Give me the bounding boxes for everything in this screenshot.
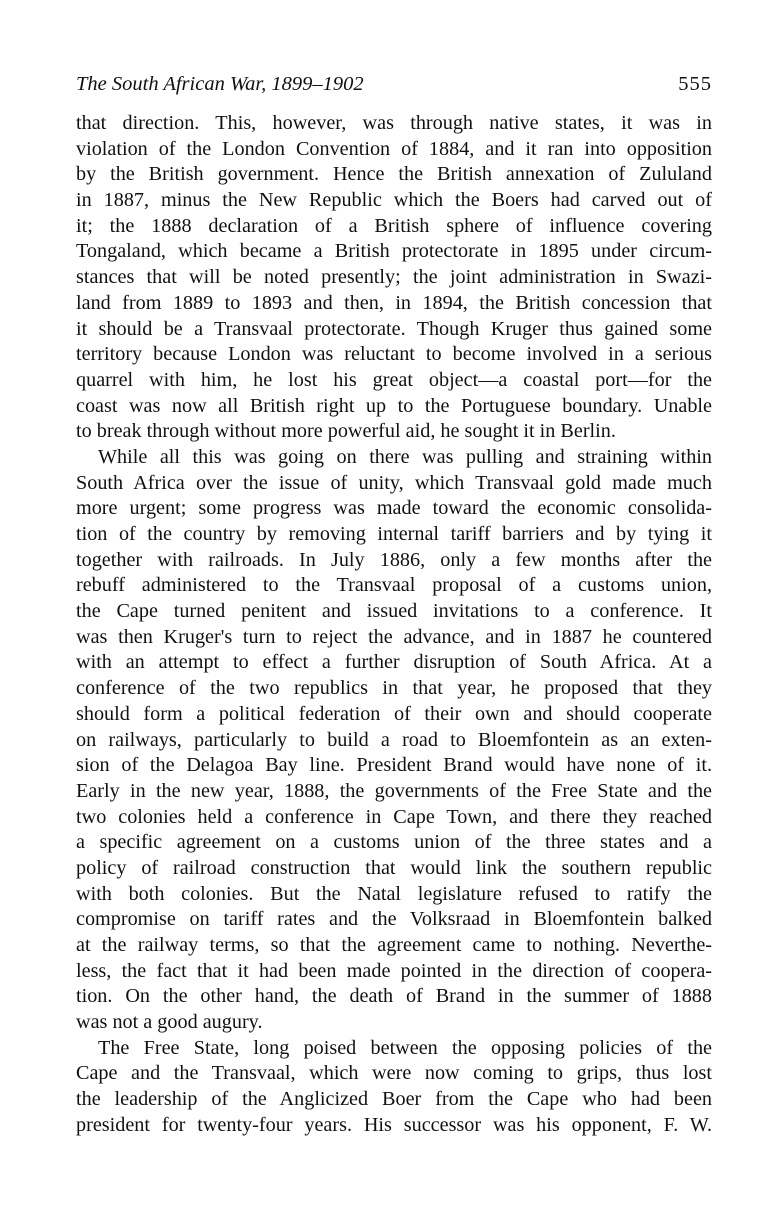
text-line: the Cape turned penitent and issued invitations to a conference. It	[76, 600, 712, 623]
text-line: to break through without more powerful aid, he sought it in Berlin.	[76, 420, 616, 443]
text-line: at the railway terms, so that the agreement came to nothing. Neverthe-	[76, 934, 712, 956]
text-line: less, the fact that it had been made pointed in the direction of coopera-	[76, 959, 712, 982]
text-line: policy of railroad construction that would link the southern republic	[76, 856, 712, 879]
text-line: by the British government. Hence the British annexation of Zululand	[76, 163, 712, 186]
text-line: rebuff administered to the Transvaal proposal of a customs union,	[76, 574, 712, 597]
text-line: quarrel with him, he lost his great object—a coastal port—for the	[76, 368, 712, 391]
book-page	[76, 64, 712, 1139]
text-line: that direction. This, however, was through native states, it was in	[76, 112, 712, 134]
text-line: territory because London was reluctant to become involved in a serious	[76, 343, 712, 366]
body-text	[76, 111, 712, 1139]
text-line: Cape and the Transvaal, which were now coming to grips, thus lost	[76, 1062, 712, 1085]
text-line: it should be a Transvaal protectorate. Though Kruger thus gained some	[76, 317, 712, 340]
text-line: coast was now all British right up to the Portuguese boundary. Unable	[76, 394, 712, 417]
text-line: president for twenty-four years. His successor was his opponent, F. W.	[76, 1113, 712, 1136]
text-line: should form a political federation of their own and should cooperate	[76, 702, 712, 725]
text-line: on railways, particularly to build a road to Bloemfontein as an exten-	[76, 728, 712, 751]
text-line: conference of the two republics in that year, he proposed that they	[76, 677, 712, 700]
text-line: tion of the country by removing internal tariff barriers and by tying it	[76, 523, 712, 545]
text-line: together with railroads. In July 1886, only a few months after the	[76, 548, 712, 571]
text-line: in 1887, minus the New Republic which the Boers had carved out of	[76, 189, 712, 212]
text-line: with both colonies. But the Natal legislature refused to ratify the	[76, 882, 712, 905]
text-line: While all this was going on there was pulling and straining within	[98, 445, 712, 468]
page-number: 555	[678, 73, 712, 95]
text-line: South Africa over the issue of unity, which Transvaal gold made much	[76, 471, 712, 494]
text-line: with an attempt to effect a further disruption of South Africa. At a	[76, 651, 712, 674]
text-line: the leadership of the Anglicized Boer from the Cape who had been	[76, 1088, 712, 1111]
text-line: stances that will be noted presently; the joint administration in Swazi-	[76, 266, 712, 289]
text-line: more urgent; some progress was made toward the economic consolida-	[76, 497, 712, 520]
text-line: was then Kruger's turn to reject the advance, and in 1887 he countered	[76, 625, 712, 648]
text-line: land from 1889 to 1893 and then, in 1894, the British concession that	[76, 291, 712, 314]
text-line: tion. On the other hand, the death of Brand in the summer of 1888	[76, 985, 712, 1008]
text-line: sion of the Delagoa Bay line. President Brand would have none of it.	[76, 754, 712, 777]
running-head	[76, 64, 712, 104]
text-line: compromise on tariff rates and the Volksraad in Bloemfontein balked	[76, 908, 712, 931]
text-line: violation of the London Convention of 1884, and it ran into opposition	[76, 137, 712, 160]
text-line: two colonies held a conference in Cape Town, and there they reached	[76, 805, 712, 828]
text-line: a specific agreement on a customs union of the three states and a	[76, 831, 712, 854]
text-line: was not a good augury.	[76, 1011, 263, 1034]
text-line: Tongaland, which became a British protectorate in 1895 under circum-	[76, 240, 712, 263]
running-title: The South African War, 1899–1902	[76, 73, 364, 95]
text-line: Early in the new year, 1888, the governments of the Free State and the	[76, 779, 712, 802]
text-line: The Free State, long poised between the opposing policies of the	[98, 1036, 712, 1059]
text-line: it; the 1888 declaration of a British sphere of influence covering	[76, 214, 712, 237]
